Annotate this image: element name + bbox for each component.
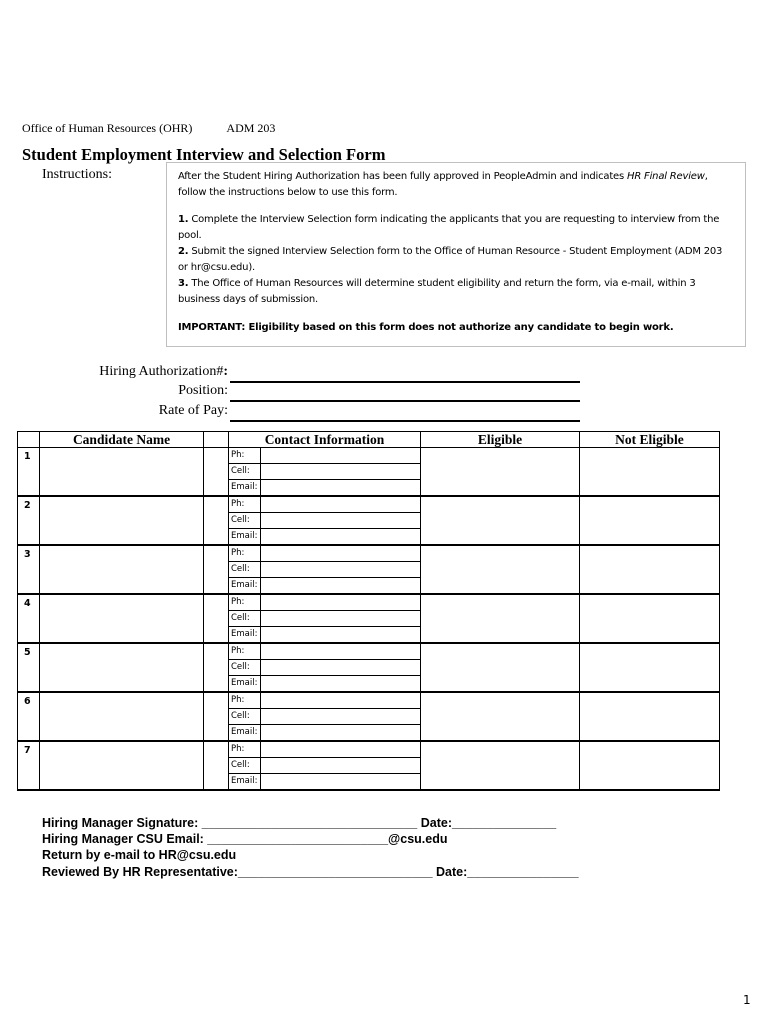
contact-email-value[interactable] xyxy=(261,676,421,693)
spacer-cell xyxy=(204,643,229,692)
candidate-name-cell[interactable] xyxy=(40,545,204,594)
contact-label-email: Email: xyxy=(229,529,261,546)
instruction-step-3: 3. The Office of Human Resources will determine student eligibility and return the form, via e-mail, within 3 business days of submission. xyxy=(178,278,696,305)
contact-label-email: Email: xyxy=(229,725,261,742)
contact-ph-value[interactable] xyxy=(261,545,421,562)
table-row xyxy=(18,496,720,513)
contact-cell-value[interactable] xyxy=(261,611,421,627)
table-row xyxy=(18,545,720,562)
candidate-name-cell[interactable] xyxy=(40,496,204,545)
instructions-intro: After the Student Hiring Authorization has been fully approved in PeopleAdmin and indicates HR Final Review, follow the instructions below to use this form. xyxy=(178,171,708,198)
table-row xyxy=(18,594,720,611)
hiring-authorization-label: Hiring Authorization#: xyxy=(99,364,228,379)
row-number: 1 xyxy=(18,448,40,497)
not-eligible-cell[interactable] xyxy=(580,692,720,741)
spacer-cell xyxy=(204,692,229,741)
position-label: Position: xyxy=(178,383,228,398)
contact-label-cell: Cell: xyxy=(229,513,261,529)
contact-cell-value[interactable] xyxy=(261,709,421,725)
form-title: Student Employment Interview and Selection Form xyxy=(22,145,386,164)
header-not-eligible: Not Eligible xyxy=(580,432,720,448)
instruction-step-1: 1. Complete the Interview Selection form indicating the applicants that you are requesting to interview from the pool. xyxy=(178,214,720,241)
contact-email-value[interactable] xyxy=(261,578,421,595)
office-header xyxy=(22,121,275,136)
contact-label-email: Email: xyxy=(229,480,261,497)
contact-label-cell: Cell: xyxy=(229,709,261,725)
spacer-cell xyxy=(204,448,229,497)
contact-cell-value[interactable] xyxy=(261,464,421,480)
contact-email-value[interactable] xyxy=(261,480,421,497)
header-contact-information: Contact Information xyxy=(229,432,421,448)
position-input-line[interactable] xyxy=(230,400,580,402)
table-row xyxy=(18,741,720,758)
eligible-cell[interactable] xyxy=(421,594,580,643)
eligible-cell[interactable] xyxy=(421,545,580,594)
contact-email-value[interactable] xyxy=(261,627,421,644)
spacer-cell xyxy=(204,741,229,790)
contact-label-cell: Cell: xyxy=(229,660,261,676)
instruction-step-2: 2. Submit the signed Interview Selection form to the Office of Human Resource - Student Employment (ADM 203 or hr@csu.edu). xyxy=(178,246,723,273)
row-number: 6 xyxy=(18,692,40,741)
row-number: 7 xyxy=(18,741,40,790)
eligible-cell[interactable] xyxy=(421,496,580,545)
not-eligible-cell[interactable] xyxy=(580,643,720,692)
contact-label-email: Email: xyxy=(229,676,261,693)
eligible-cell[interactable] xyxy=(421,448,580,497)
eligible-cell[interactable] xyxy=(421,741,580,790)
row-number: 3 xyxy=(18,545,40,594)
candidate-name-cell[interactable] xyxy=(40,643,204,692)
table-row xyxy=(18,448,720,464)
rate-of-pay-input-line[interactable] xyxy=(230,420,580,422)
contact-ph-value[interactable] xyxy=(261,643,421,660)
row-number: 2 xyxy=(18,496,40,545)
contact-cell-value[interactable] xyxy=(261,562,421,578)
not-eligible-cell[interactable] xyxy=(580,741,720,790)
row-number: 4 xyxy=(18,594,40,643)
contact-label-cell: Cell: xyxy=(229,758,261,774)
contact-label-ph: Ph: xyxy=(229,643,261,660)
spacer-cell xyxy=(204,545,229,594)
eligible-cell[interactable] xyxy=(421,643,580,692)
spacer-cell xyxy=(204,496,229,545)
contact-label-email: Email: xyxy=(229,578,261,595)
contact-email-value[interactable] xyxy=(261,774,421,791)
spacer-cell xyxy=(204,594,229,643)
hr-final-review-text: HR Final Review xyxy=(627,171,705,182)
contact-label-ph: Ph: xyxy=(229,741,261,758)
contact-cell-value[interactable] xyxy=(261,513,421,529)
hiring-authorization-input-line[interactable] xyxy=(230,381,580,383)
contact-ph-value[interactable] xyxy=(261,496,421,513)
contact-ph-value[interactable] xyxy=(261,594,421,611)
candidate-name-cell[interactable] xyxy=(40,594,204,643)
office-room: ADM 203 xyxy=(226,121,276,135)
page-number: 1 xyxy=(743,993,751,1007)
not-eligible-cell[interactable] xyxy=(580,545,720,594)
not-eligible-cell[interactable] xyxy=(580,448,720,497)
rate-of-pay-label: Rate of Pay: xyxy=(158,403,228,418)
instructions-box xyxy=(166,162,746,347)
candidate-name-cell[interactable] xyxy=(40,692,204,741)
not-eligible-cell[interactable] xyxy=(580,496,720,545)
contact-label-email: Email: xyxy=(229,774,261,791)
hiring-manager-email-line[interactable]: Hiring Manager CSU Email: __________________________@csu.edu xyxy=(42,832,448,847)
contact-label-ph: Ph: xyxy=(229,692,261,709)
contact-label-email: Email: xyxy=(229,627,261,644)
contact-label-ph: Ph: xyxy=(229,496,261,513)
contact-ph-value[interactable] xyxy=(261,692,421,709)
contact-label-ph: Ph: xyxy=(229,594,261,611)
table-row xyxy=(18,643,720,660)
contact-cell-value[interactable] xyxy=(261,758,421,774)
candidate-name-cell[interactable] xyxy=(40,448,204,497)
contact-ph-value[interactable] xyxy=(261,741,421,758)
contact-label-cell: Cell: xyxy=(229,562,261,578)
important-note: IMPORTANT: Eligibility based on this form does not authorize any candidate to begin work. xyxy=(178,322,674,333)
instructions-label: Instructions: xyxy=(42,167,112,182)
table-row xyxy=(18,692,720,709)
row-number: 5 xyxy=(18,643,40,692)
hiring-manager-signature-line[interactable]: Hiring Manager Signature: _______________________________ Date:_______________ xyxy=(42,816,557,830)
contact-label-cell: Cell: xyxy=(229,464,261,480)
hr-representative-line[interactable]: Reviewed By HR Representative:____________________________ Date:________________ xyxy=(42,864,579,879)
contact-email-value[interactable] xyxy=(261,725,421,742)
signature-block xyxy=(42,815,579,880)
table-header-row xyxy=(18,432,720,448)
return-instructions: Return by e-mail to HR@csu.edu xyxy=(42,848,237,863)
not-eligible-cell[interactable] xyxy=(580,594,720,643)
contact-cell-value[interactable] xyxy=(261,660,421,676)
candidate-name-cell[interactable] xyxy=(40,741,204,790)
office-name: Office of Human Resources (OHR) xyxy=(22,121,193,135)
candidate-table xyxy=(17,431,720,791)
contact-email-value[interactable] xyxy=(261,529,421,546)
header-candidate-name: Candidate Name xyxy=(40,432,204,448)
contact-ph-value[interactable] xyxy=(261,448,421,464)
header-eligible: Eligible xyxy=(421,432,580,448)
contact-label-ph: Ph: xyxy=(229,545,261,562)
contact-label-cell: Cell: xyxy=(229,611,261,627)
eligible-cell[interactable] xyxy=(421,692,580,741)
contact-label-ph: Ph: xyxy=(229,448,261,464)
